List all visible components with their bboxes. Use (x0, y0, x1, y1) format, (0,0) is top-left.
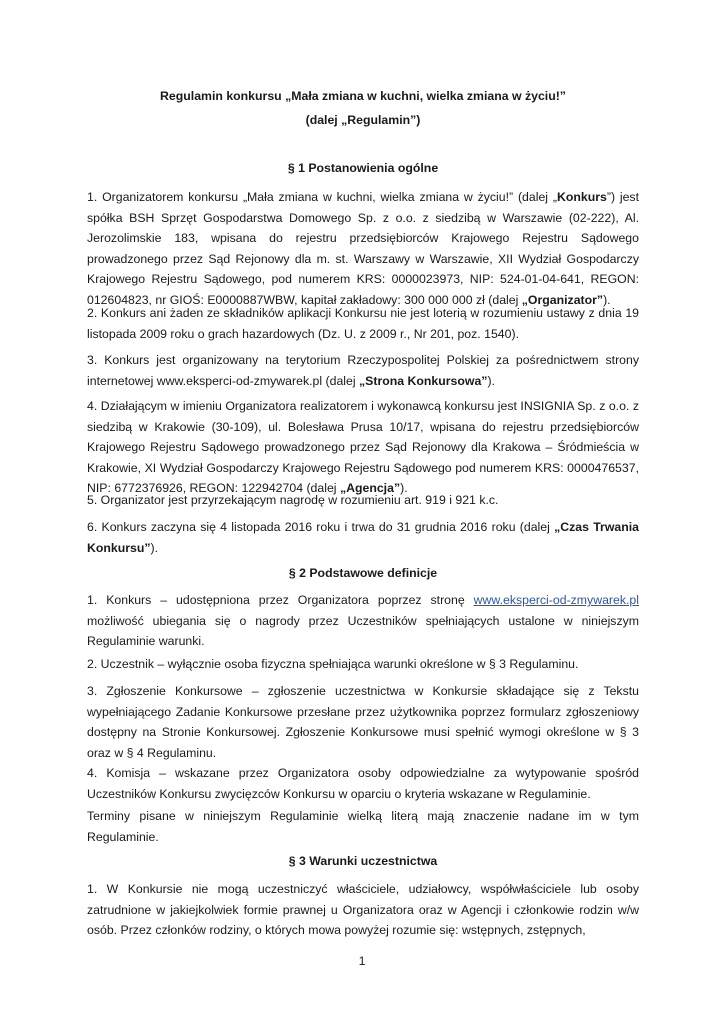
document-title: Regulamin konkursu „Mała zmiana w kuchni, wielka zmiana w życiu!” (160, 89, 566, 103)
document-subtitle: (dalej „Regulamin”) (305, 113, 421, 127)
section-heading: § 2 Podstawowe definicje (288, 566, 438, 580)
paragraph: 3. Zgłoszenie Konkursowe – zgłoszenie uczestnictwa w Konkursie składające się z Tekstu wypełniającego Zadanie Konkursowe przesłane przez użytkownika poprzez formularz zgłoszeniowy dostępny na Stronie Konkursowej. Zgłoszenie Konkursowe musi spełnić wymogi określone w § 3 oraz w § 4 Regulaminu. (87, 684, 639, 760)
paragraph: 6. Konkurs zaczyna się 4 listopada 2016 roku i trwa do 31 grudnia 2016 roku (dalej „Czas Trwania Konkursu”). (87, 520, 639, 555)
paragraph: 4. Działającym w imieniu Organizatora realizatorem i wykonawcą konkursu jest INSIGNIA Sp. z o.o. z siedzibą w Krakowie (30-109), ul. Bolesława Prusa 10/17, wpisana do rejestru przedsiębiorców Krajowego Rejestru Sądowego prowadzonego przez Sąd Rejonowy dla Krakowa – Śródmieścia w Krakowie, XI Wydział Gospodarczy Krajowego Rejestru Sądowego pod numerem KRS: 0000476537, NIP: 6772376926, REGON: 122942704 (dalej „Agencja”). (87, 399, 639, 495)
paragraph: 1. Organizatorem konkursu „Mała zmiana w kuchni, wielka zmiana w życiu!” (dalej „Konkurs”) jest spółka BSH Sprzęt Gospodarstwa Domowego Sp. z o.o. z siedzibą w Warszawie (02-222), Al. Jerozolimskie 183, wpisana do rejestru przedsiębiorców Krajowego Rejestru Sądowego prowadzonego przez Sąd Rejonowy dla m. st. Warszawy w Warszawie, XII Wydział Gospodarczy Krajowego Rejestru Sądowego, pod numerem KRS: 0000023973, NIP: 524-01-04-641, REGON: 012604823, nr GIOŚ: E0000887WBW, kapitał zakładowy: 300 000 000 zł (dalej „Organizator”). (87, 190, 639, 307)
section-heading: § 3 Warunki uczestnictwa (288, 854, 438, 868)
paragraph: 4. Komisja – wskazane przez Organizatora osoby odpowiedzialne za wytypowanie spośród Uczestników Konkursu zwycięzców Konkursu w oparciu o kryteria wskazane w Regulaminie. (87, 766, 639, 801)
paragraph: Terminy pisane w niniejszym Regulaminie wielką literą mają znaczenie nadane im w tym Regulaminie. (87, 809, 639, 844)
paragraph: 3. Konkurs jest organizowany na terytorium Rzeczypospolitej Polskiej za pośrednictwem strony internetowej www.eksperci-od-zmywarek.pl (dalej „Strona Konkursowa”). (87, 353, 639, 388)
section-heading: § 1 Postanowienia ogólne (287, 161, 439, 175)
page-number: 1 (358, 954, 366, 968)
paragraph: 2. Uczestnik – wyłącznie osoba fizyczna spełniająca warunki określone w § 3 Regulaminu. (87, 657, 579, 671)
paragraph: 5. Organizator jest przyrzekającym nagrodę w rozumieniu art. 919 i 921 k.c. (87, 493, 499, 507)
paragraph: 1. Konkurs – udostępniona przez Organizatora poprzez stronę www.eksperci-od-zmywarek.pl możliwość ubiegania się o nagrody przez Uczestników spełniających ustalone w niniejszym Regulaminie warunki. (87, 593, 639, 648)
paragraph: 1. W Konkursie nie mogą uczestniczyć właściciele, udziałowcy, współwłaściciele lub osoby zatrudnione w jakiejkolwiek formie prawnej u Organizatora oraz w Agencji i członkowie rodzin w/w osób. Przez członków rodziny, o których mowa powyżej rozumie się: wstępnych, zstępnych, (87, 882, 639, 937)
website-link[interactable]: www.eksperci-od-zmywarek.pl (473, 593, 639, 607)
paragraph: 2. Konkurs ani żaden ze składników aplikacji Konkursu nie jest loterią w rozumieniu ustawy z dnia 19 listopada 2009 roku o grach hazardowych (Dz. U. z 2009 r., Nr 201, poz. 1540). (87, 306, 639, 341)
